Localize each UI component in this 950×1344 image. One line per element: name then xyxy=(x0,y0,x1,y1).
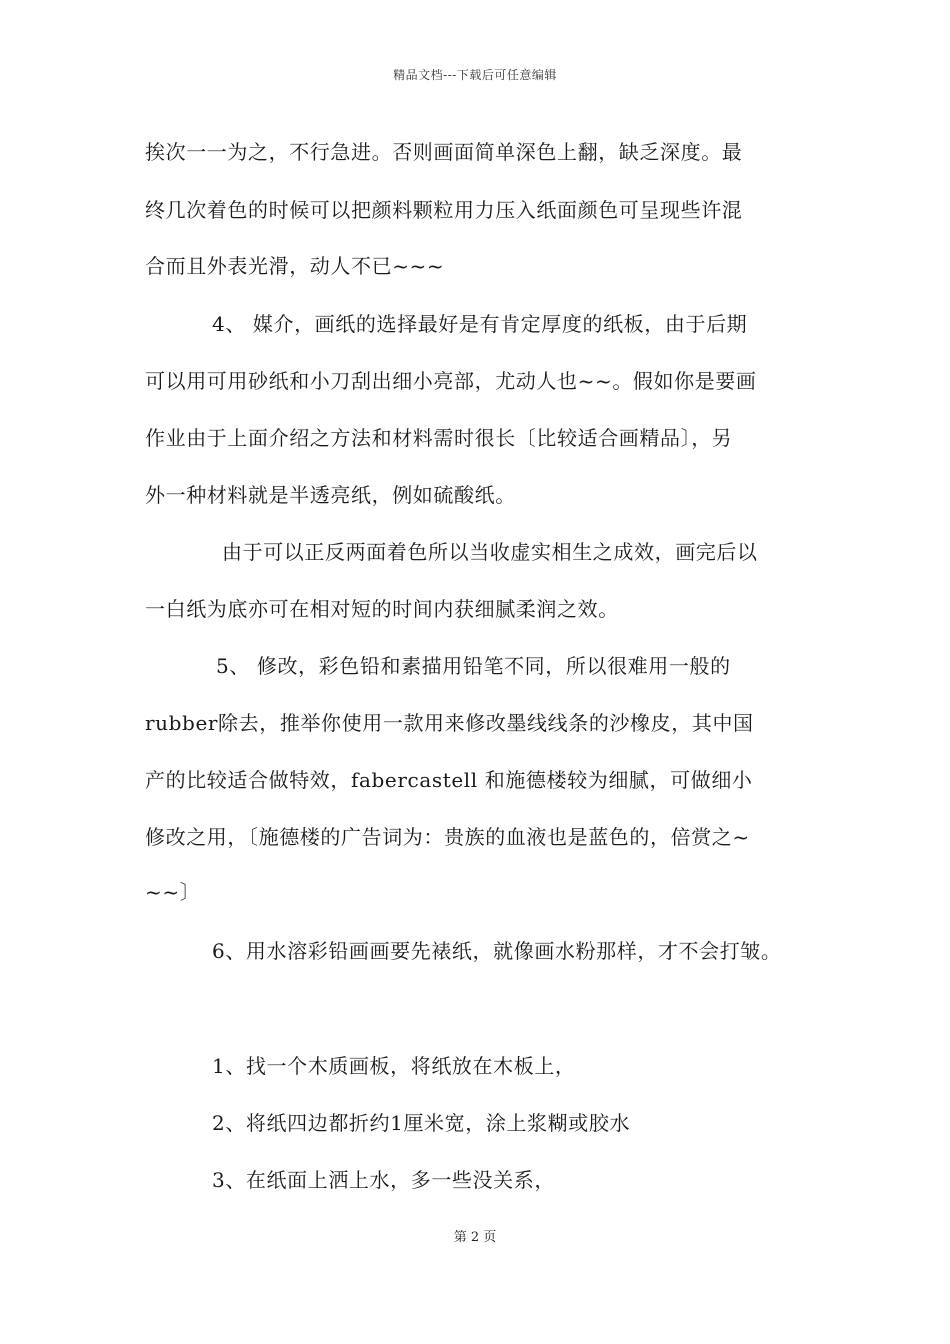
text-line: 由于可以正反两面着色所以当收虚实相生之成效，画完后以 xyxy=(222,540,758,564)
list-item: 1、找一个木质画板，将纸放在木板上， xyxy=(212,1054,576,1078)
text-line: 修改之用，〔施德楼的广告词为：贵族的血液也是蓝色的，倍赏之~ xyxy=(145,825,750,849)
page-number: 第 2 页 xyxy=(453,1230,497,1245)
list-item: 2、将纸四边都折约1厘米宽，涂上浆糊或胶水 xyxy=(212,1111,631,1135)
text-line: 产的比较适合做特效，fabercastell 和施德楼较为细腻，可做细小 xyxy=(145,768,753,792)
text-line: 终几次着色的时候可以把颜料颗粒用力压入纸面颜色可呈现些许混 xyxy=(145,198,743,222)
text-line: 6、用水溶彩铅画画要先裱纸，就像画水粉那样，才不会打皱。 xyxy=(212,939,782,963)
page-header: 精品文档---下载后可任意编辑 xyxy=(393,68,557,82)
text-line: 挨次一一为之，不行急进。否则画面简单深色上翻，缺乏深度。最 xyxy=(145,140,743,164)
text-line: 外一种材料就是半透亮纸，例如硫酸纸。 xyxy=(145,483,516,507)
text-line: 4、 媒介，画纸的选择最好是有肯定厚度的纸板，由于后期 xyxy=(212,312,748,336)
text-line: 作业由于上面介绍之方法和材料需时很长〔比较适合画精品〕，另 xyxy=(145,426,733,450)
text-line: ~~〕 xyxy=(145,880,201,904)
text-line: 合而且外表光滑，动人不已~~~ xyxy=(145,254,445,278)
text-line: 5、 修改，彩色铅和素描用铅笔不同，所以很难用一般的 xyxy=(216,654,731,678)
text-line: rubber除去，推举你使用一款用来修改墨线线条的沙橡皮，其中国 xyxy=(145,711,754,735)
list-item: 3、在纸面上洒上水，多一些没关系， xyxy=(212,1168,555,1192)
text-line: 一白纸为底亦可在相对短的时间内获细腻柔润之效。 xyxy=(145,597,619,621)
text-line: 可以用可用砂纸和小刀刮出细小亮部，尤动人也~~。假如你是要画 xyxy=(145,369,757,393)
